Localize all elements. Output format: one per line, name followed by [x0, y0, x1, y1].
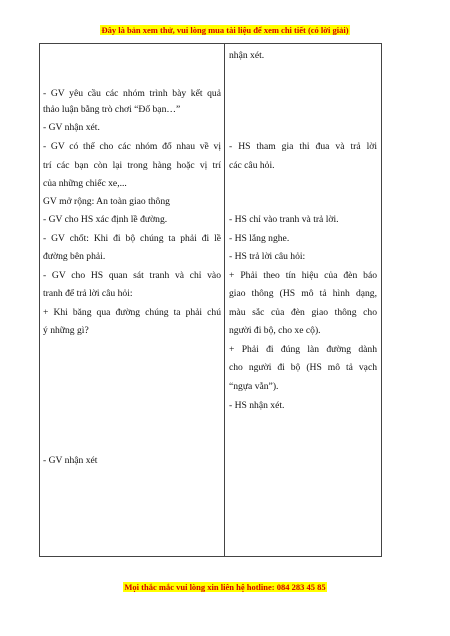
right-line: các câu hỏi.	[229, 160, 275, 171]
right-line: - HS nhận xét.	[229, 400, 285, 411]
right-line: “ngựa vằn”).	[229, 381, 279, 392]
left-line: - GV có thể cho các nhóm đố nhau về vị	[43, 141, 221, 152]
right-line: - HS trả lời câu hỏi:	[229, 251, 306, 262]
right-line: người đi bộ, cho xe cộ).	[229, 325, 321, 336]
right-line: màu sắc của đèn giao thông cho	[229, 307, 377, 318]
left-line: trí các bạn còn lại trong hàng hoặc vị trí	[43, 160, 221, 171]
right-line: nhận xét.	[229, 50, 265, 61]
header-notice: Đây là bản xem thử, vui lòng mua tài liệu để xem chi tiết (có lời giải)	[101, 25, 349, 35]
lesson-table	[39, 43, 382, 557]
right-line: + Phải theo tín hiệu của đèn báo	[229, 270, 377, 281]
left-line: - GV cho HS quan sát tranh và chỉ vào	[43, 270, 221, 281]
footer-notice: Mọi thắc mắc vui lòng xin liên hệ hotline: 084 283 45 85	[124, 582, 326, 592]
left-line: của những chiếc xe,...	[43, 178, 127, 189]
left-line: GV mở rộng: An toàn giao thông	[43, 196, 170, 207]
right-line: - HS lắng nghe.	[229, 233, 290, 244]
right-line: - HS chỉ vào tranh và trả lời.	[229, 214, 339, 225]
left-line: + Khi băng qua đường chúng ta phải chú	[43, 307, 221, 318]
left-line: ý những gì?	[43, 325, 89, 336]
right-line: - HS tham gia thi đua và trả lời	[229, 141, 377, 152]
right-line: giao thông (HS mô tả hình dạng,	[229, 288, 377, 299]
left-line: - GV chốt: Khi đi bộ chúng ta phải đi lề	[43, 233, 221, 244]
right-line: cho người đi bộ (HS mô tả vạch	[229, 362, 377, 373]
left-line: - GV yêu cầu các nhóm trình bày kết quả	[43, 88, 221, 99]
left-line: thảo luận bằng trò chơi “Đố bạn…”	[43, 104, 181, 115]
left-line: đường bên phải.	[43, 251, 106, 262]
column-divider	[224, 43, 225, 557]
left-line: - GV nhận xét	[43, 455, 98, 466]
left-line: - GV cho HS xác định lề đường.	[43, 214, 168, 225]
left-line: tranh để trả lời câu hỏi:	[43, 288, 133, 299]
left-line: - GV nhận xét.	[43, 122, 100, 133]
right-line: + Phải đi đúng làn đường dành	[229, 344, 377, 355]
